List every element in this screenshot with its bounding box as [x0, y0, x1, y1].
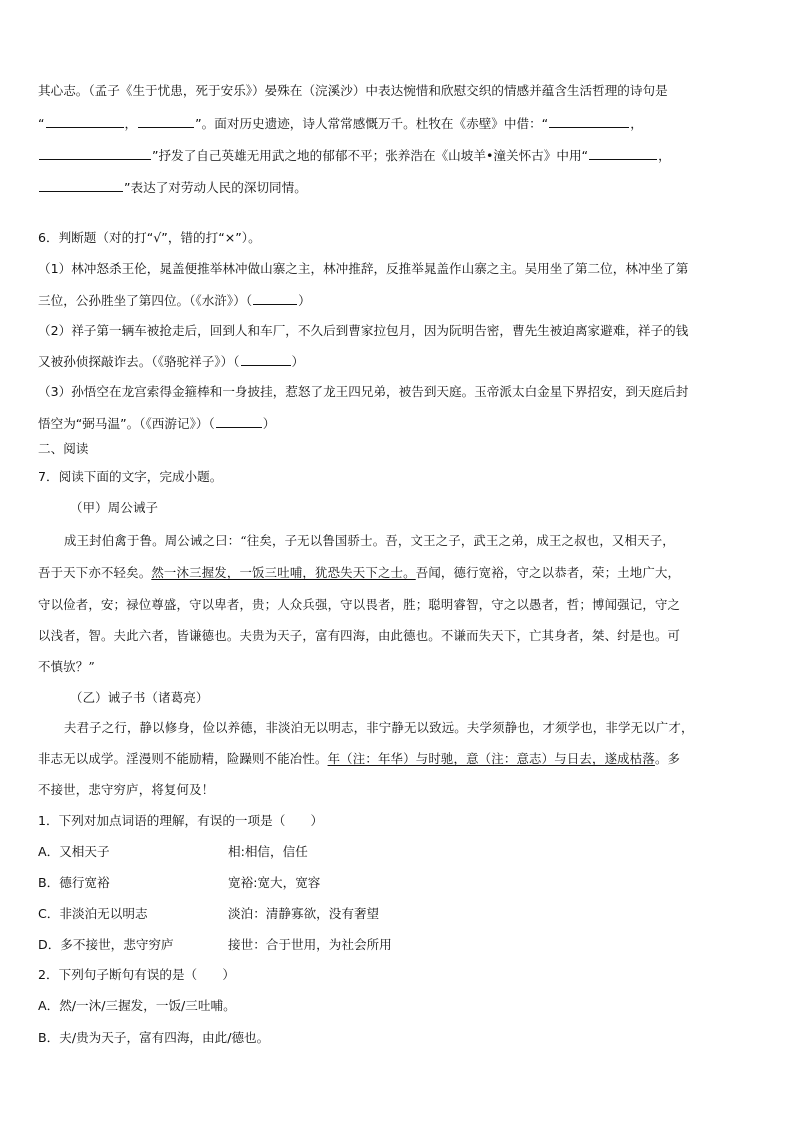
passage-jia-line-2: [38, 564, 760, 582]
sec5-line-4: [38, 178, 760, 197]
judge-blank[interactable]: [216, 414, 262, 428]
paren-close: ）: [262, 416, 276, 431]
passage-text: 吾于天下亦不轻矣。: [38, 565, 152, 580]
paren-close: ）: [291, 354, 305, 369]
sec5-line-1: 其心志。（孟子《生于忧患，死于安乐》）晏殊在（浣溪沙）中表达惋惜和欣慰交织的情感并蕴含生活哲理的诗句是: [38, 83, 668, 98]
answer-blank[interactable]: [549, 114, 629, 128]
q6-title: 6．判断题（对的打“√”，错的打“×”）。: [38, 230, 261, 245]
passage-text: 非志无以成学。淫漫则不能励精，险躁则不能冶性。: [38, 751, 328, 766]
judge-blank[interactable]: [241, 352, 291, 366]
q6-item-2-line-2: [38, 352, 760, 371]
option-key: A．又相天子: [38, 844, 110, 859]
subq2-option-a[interactable]: A．然/一沐/三握发，一饭/三吐哺。: [38, 998, 236, 1013]
judge-blank[interactable]: [253, 291, 297, 305]
q6-item-3-line-1: （3）孙悟空在龙宫索得金箍棒和一身披挂，惹怒了龙王四兄弟，被告到天庭。玉帝派太白金星下界招安，到天庭后封: [38, 384, 689, 399]
answer-blank[interactable]: [589, 146, 657, 160]
sec5-text: ”抒发了自己英雄无用武之地的郁郁不平；张养浩在《山坡羊•潼关怀古》中用“: [152, 148, 589, 163]
passage-jia-line-5: 不慎欤？”: [38, 659, 95, 674]
q6-item-1-text: 三位，公孙胜坐了第四位。（《水浒》）（: [38, 293, 253, 308]
option-value: 淡泊：清静寡欲，没有奢望: [228, 906, 380, 921]
option-value: 相:相信，信任: [228, 844, 308, 859]
answer-blank[interactable]: [39, 178, 123, 192]
q6-item-2-text: 又被孙侦探敲诈去。（《骆驼祥子》）（: [38, 354, 240, 369]
subq1-option-a[interactable]: [38, 843, 760, 861]
comma: ，: [658, 148, 671, 163]
q6-item-3-line-2: [38, 414, 760, 433]
passage-yi-line-2: [38, 750, 760, 768]
passage-jia-line-3: 守以俭者，安；禄位尊盛，守以卑者，贵；人众兵强，守以畏者，胜；聪明睿智，守之以愚者，哲；博闻强记，守之: [38, 597, 681, 612]
subq2-option-b[interactable]: B．夫/贵为天子，富有四海，由此/德也。: [38, 1030, 270, 1045]
section-reading-title: 二、阅读: [38, 441, 89, 456]
sec5-line-2: [38, 114, 760, 133]
option-value: 接世：合于世用，为社会所用: [228, 937, 392, 952]
q6-item-1-line-1: （1）林冲怒杀王伦，晁盖便推举林冲做山寨之主，林冲推辞，反推举晁盖作山寨之主。吴用坐了第二位，林冲坐了第: [38, 261, 689, 276]
q7-title: 7．阅读下面的文字，完成小题。: [38, 469, 223, 484]
option-key: C．非淡泊无以明志: [38, 906, 148, 921]
passage-jia-line-1: 成王封伯禽于鲁。周公诫之曰：“往矣，子无以鲁国骄士。吾，文王之子，武王之弟，成王之叔也，又相天子，: [64, 533, 675, 548]
passage-jia-title: （甲）周公诫子: [70, 500, 159, 515]
subq1-option-c[interactable]: [38, 905, 760, 923]
q6-item-3-text: 悟空为“弼马温”。（《西游记》）（: [38, 416, 215, 431]
passage-text: 吾闻，德行宽裕，守之以恭者，荣；土地广大，: [415, 565, 681, 580]
answer-blank[interactable]: [46, 114, 124, 128]
sec5-line-3: [38, 146, 760, 165]
passage-text: 。多: [654, 751, 681, 766]
option-value: 宽裕:宽大，宽容: [228, 875, 321, 890]
comma: ，: [124, 116, 138, 131]
subq1-option-d[interactable]: [38, 936, 760, 954]
underlined-sentence: 年（注：年华）与时驰，意（注：意志）与日去，遂成枯落: [327, 751, 655, 766]
passage-yi-title: （乙）诫子书（诸葛亮）: [70, 690, 209, 705]
quote-open: “: [38, 116, 45, 131]
subq1-title: 1．下列对加点词语的理解，有误的一项是（ ）: [38, 813, 324, 828]
sec5-text: ”表达了对劳动人民的深切同情。: [124, 180, 307, 195]
subq1-option-b[interactable]: [38, 874, 760, 892]
q6-item-1-line-2: [38, 291, 760, 310]
sec5-text: ”。面对历史遗迹，诗人常常感慨万千。杜牧在《赤壁》中借：“: [195, 116, 549, 131]
answer-blank[interactable]: [39, 146, 151, 160]
passage-yi-line-1: 夫君子之行，静以修身，俭以养德，非淡泊无以明志，非宁静无以致远。夫学须静也，才须学也，非学无以广才，: [64, 720, 694, 735]
option-key: B．德行宽裕: [38, 875, 110, 890]
answer-blank[interactable]: [138, 114, 194, 128]
passage-yi-line-3: 不接世，悲守穷庐，将复何及！: [38, 782, 215, 797]
comma: ，: [630, 116, 643, 131]
passage-jia-line-4: 以浅者，智。夫此六者，皆谦德也。夫贵为天子，富有四海，由此德也。不谦而失天下，亡其身者，桀、纣是也。可: [38, 628, 681, 643]
underlined-sentence: 然一沐三握发，一饭三吐哺，犹恐失天下之士。: [151, 565, 416, 580]
option-key: D．多不接世，悲守穷庐: [38, 937, 174, 952]
paren-close: ）: [298, 293, 311, 308]
subq2-title: 2．下列句子断句有误的是（ ）: [38, 967, 235, 982]
q6-item-2-line-1: （2）祥子第一辆车被抢走后，回到人和车厂，不久后到曹家拉包月，因为阮明告密，曹先生被迫离家避难，祥子的钱: [38, 323, 689, 338]
